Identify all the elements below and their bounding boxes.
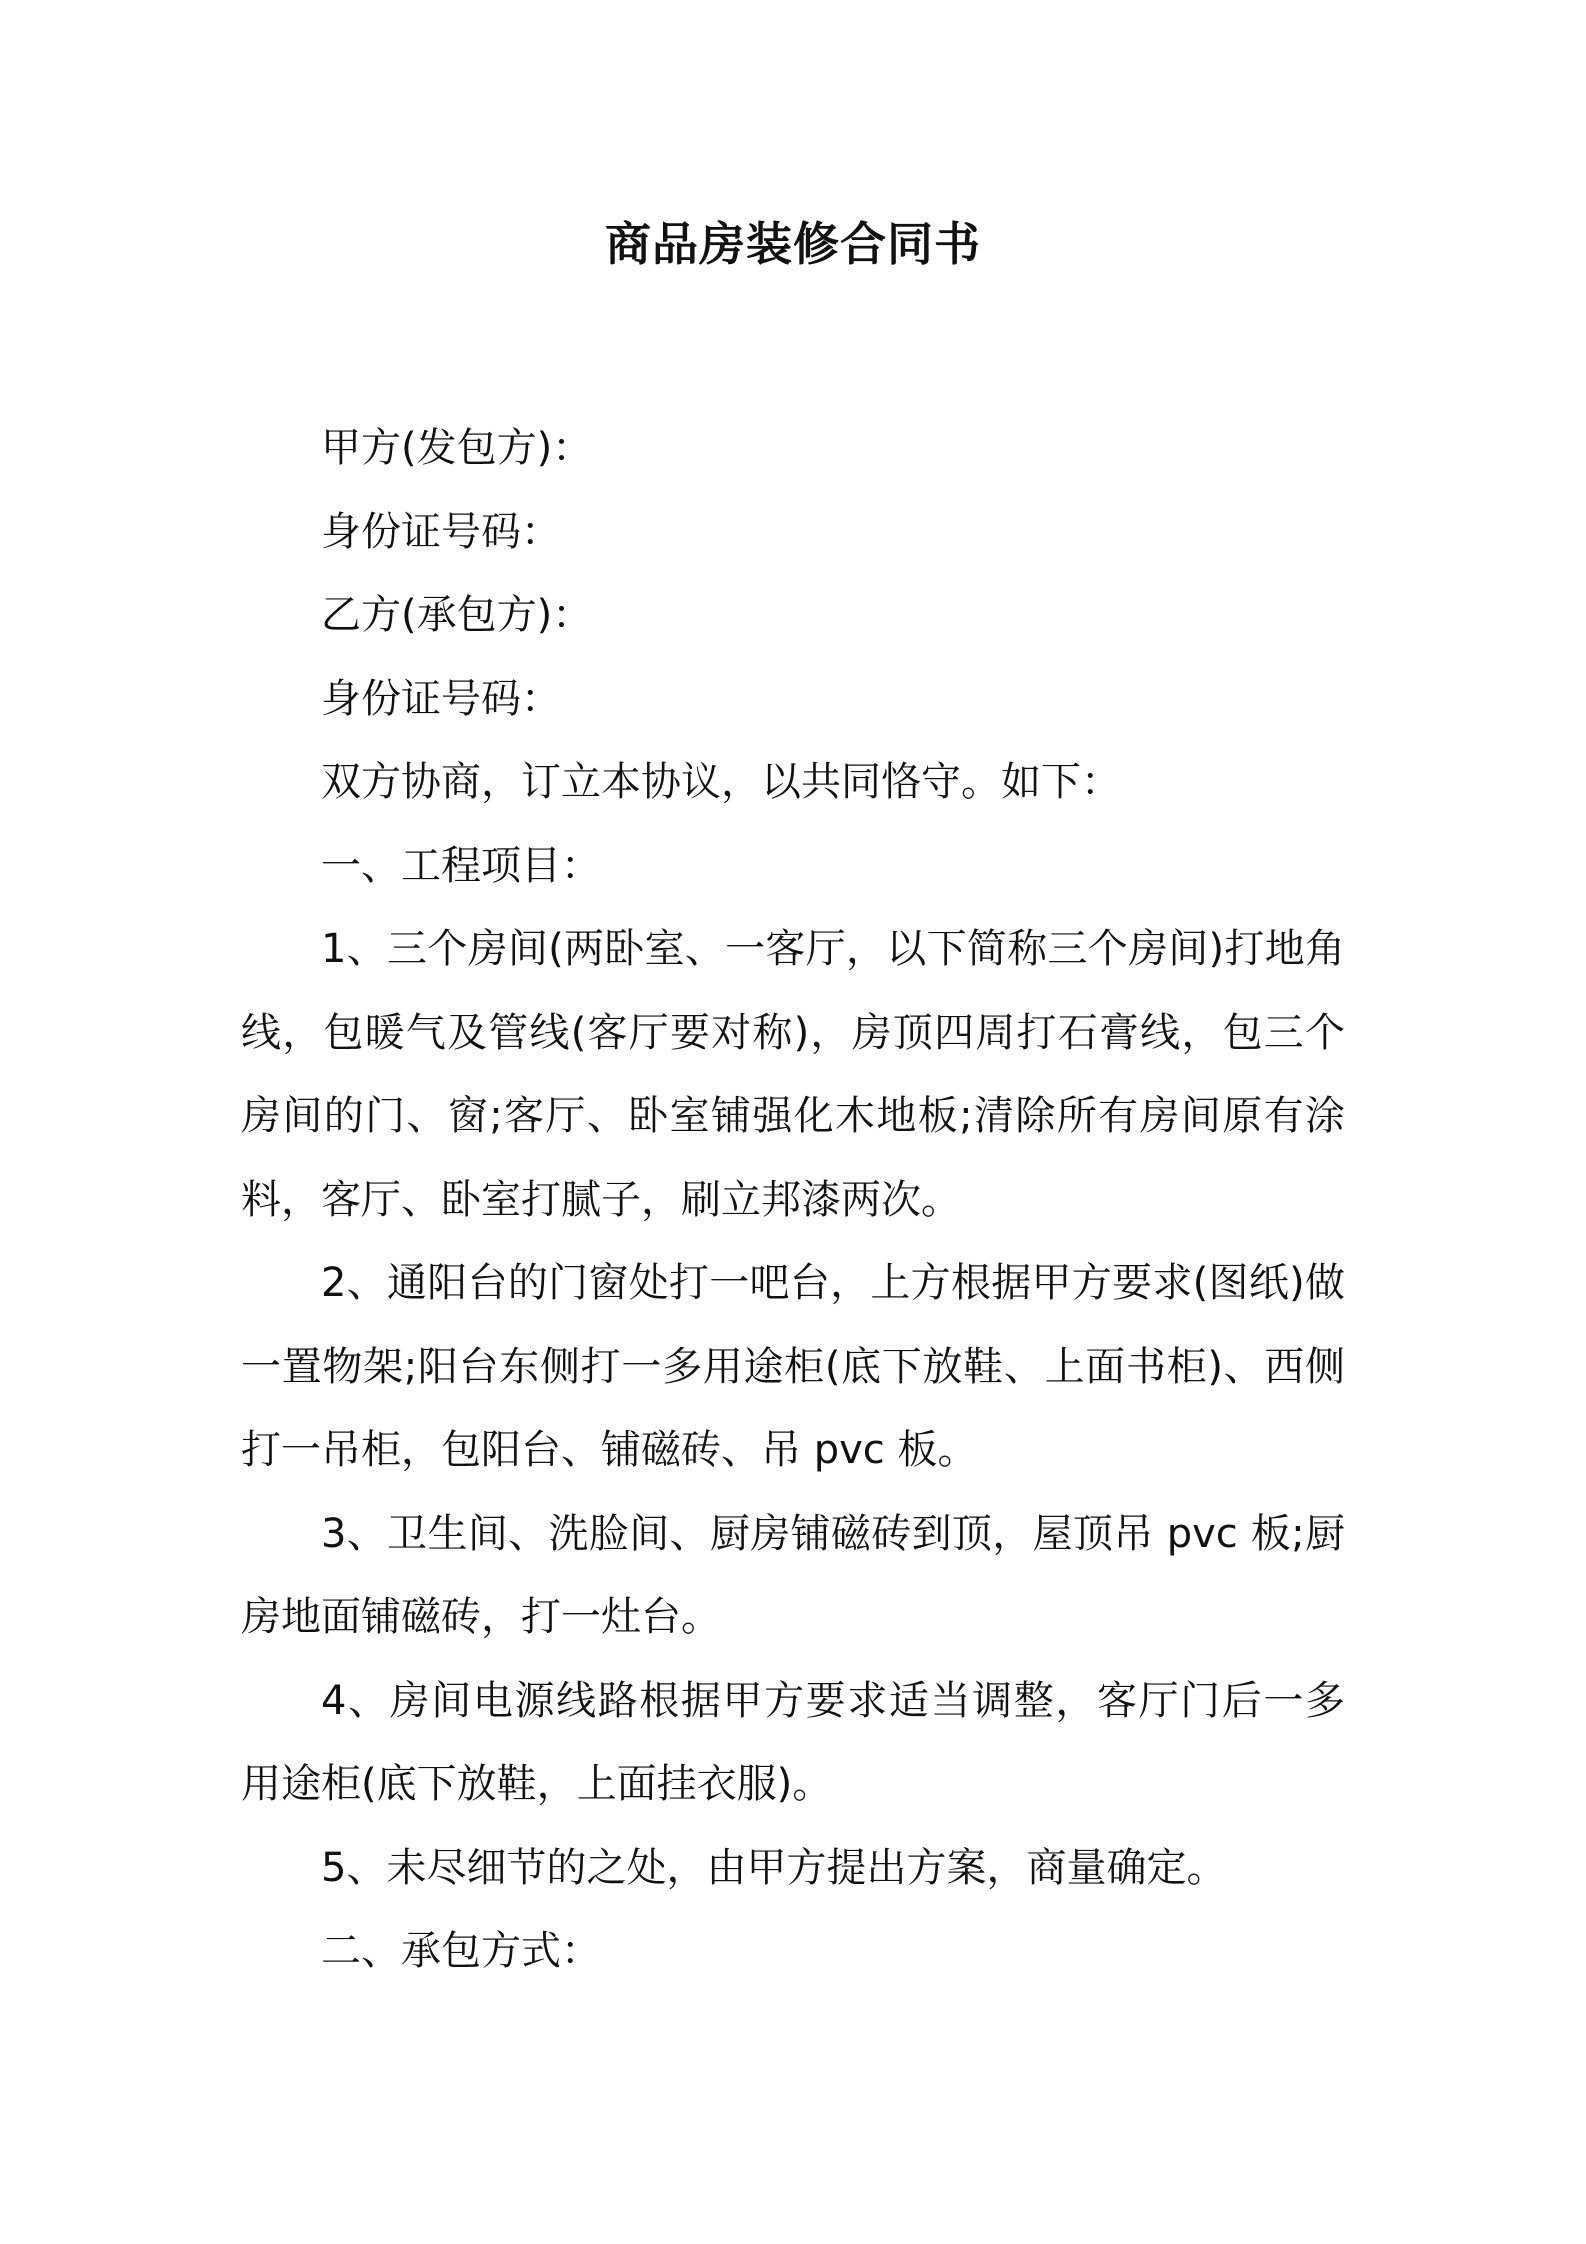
agreement-intro: 双方协商，订立本协议，以共同恪守。如下： xyxy=(321,759,1121,805)
project-item-5: 5、未尽细节的之处，由甲方提出方案，商量确定。 xyxy=(321,1844,1227,1891)
project-item-1: 1、三个房间(两卧室、一客厅，以下简称三个房间)打地角线，包暖气及管线(客厅要对称)，房顶四周打石膏线，包三个房间的门、窗;客厅、卧室铺强化木地板;清除所有房间原有涂料，客厅、卧室打腻子，刷立邦漆两次。 xyxy=(241,926,1345,1223)
section-heading-project: 一、工程项目： xyxy=(321,842,601,889)
project-item-4: 4、房间电源线路根据甲方要求适当调整，客厅门后一多用途柜(底下放鞋，上面挂衣服)。 xyxy=(241,1677,1345,1807)
project-item-2: 2、通阳台的门窗处打一吧台，上方根据甲方要求(图纸)做一置物架;阳台东侧打一多用途柜(底下放鞋、上面书柜)、西侧打一吊柜，包阳台、铺磁砖、吊 pvc 板。 xyxy=(241,1260,1345,1473)
party-b-line: 乙方(承包方)： xyxy=(321,592,593,638)
party-a-line: 甲方(发包方)： xyxy=(321,425,593,471)
document-title: 商品房装修合同书 xyxy=(605,217,981,271)
project-item-3: 3、卫生间、洗脸间、厨房铺磁砖到顶，屋顶吊 pvc 板;厨房地面铺磁砖，打一灶台。 xyxy=(241,1510,1345,1640)
party-a-id-line: 身份证号码： xyxy=(321,508,561,555)
document-body xyxy=(241,407,1345,1994)
section-heading-contract-mode: 二、承包方式： xyxy=(321,1928,601,1974)
party-b-id-line: 身份证号码： xyxy=(321,675,561,722)
